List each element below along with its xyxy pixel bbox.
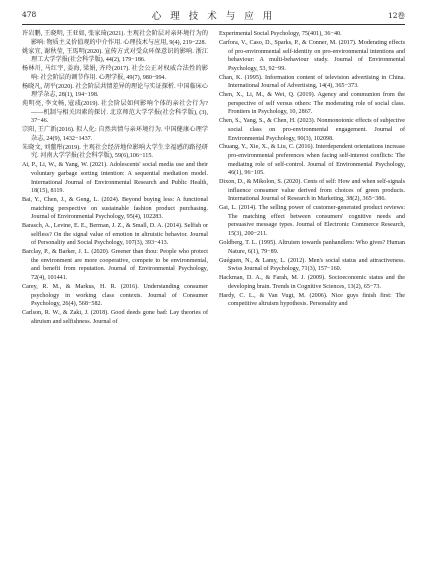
reference-entry: 苑明亮, 李文畅, 寇彧(2019). 社会阶层如何影响个体的亲社会行为?——机制与相关因素的探讨. 北京师范大学学报(社会科学版), (3), 37−46. xyxy=(22,101,208,125)
reference-entry: Dixon, D., & Mikolon, S. (2020). Cents of self: How and when self-signals influence consumer value derived from choices of green products. International Journal of Research in Marketing, 38(2), 365−386. xyxy=(219,179,405,203)
header-rule xyxy=(22,24,405,25)
reference-entry: Carlson, R. W., & Zaki, J. (2018). Good deeds gone bad: Lay theories of altruism and selfishness. Journal of xyxy=(22,310,208,325)
reference-entry: Goldberg, T. L. (1995). Altruism towards panhandlers: Who gives? Human Nature, 6(1), 79−89. xyxy=(219,240,405,255)
reference-entry: Chen, S., Yang, S., & Chen, H. (2023). Nonmonotonic effects of subjective social class on pro-environmental engagement. Journal of Environmental Psychology, 90(3), 102098. xyxy=(219,118,405,142)
reference-entry: Barclay, P., & Barker, J. L. (2020). Greener than thou: People who protect the environment are more cooperative, compete to be environmental, and benefit from reputation. Journal of Environmental Psychology, 72(4), 101441. xyxy=(22,249,208,282)
reference-entry: 朱晓文, 刘鳌彤(2019). 主观社会经济地位影响大学生幸福感的路径研究. 河南大学学报(社会科学版), 59(6),106−115. xyxy=(22,144,208,160)
page-number: 478 xyxy=(22,10,37,19)
reference-column-left xyxy=(22,30,208,327)
reference-entry: Experimental Social Psychology, 75(401), 36−40. xyxy=(219,31,342,37)
reference-entry: 杨晓凡, 胡平(2020). 社会阶层共情差异的理论与实证探析. 中国临床心理学杂志, 28(1), 194−198. xyxy=(22,83,208,99)
reference-entry: Bai, Y., Chen, J., & Geng, L. (2024). Beyond buying less: A functional matching perspective on sustainable fashion product purchasing. Journal of Environmental Psychology, 95(4), 102283. xyxy=(22,197,208,221)
reference-entry: Carey, R. M., & Markus, H. R. (2016). Understanding consumer psychology in working class contexts. Journal of Consumer Psychology, 26(4), 568−582. xyxy=(22,284,208,308)
reference-entry: 杨林川, 马红宇, 姜海, 梁娟, 齐玲(2017). 社会公正对权威合法性的影响: 社会阶层的调节作用. 心理学报, 49(7), 980−994. xyxy=(22,66,208,81)
page-header xyxy=(22,8,405,24)
reference-entry: Chen, X., Li, M., & Wei, Q. (2019). Agency and communion from the perspective of self versus others: The moderating role of social class. Frontiers in Psychology, 10, 2867. xyxy=(219,92,405,116)
reference-entry: Chuang, Y., Xie, X., & Liu, C. (2016). Interdependent orientations increase pro-environmental preferences when facing self-interest conflicts: The mediating role of self-control. Journal of Environmental Psychology, 46(1), 96−105. xyxy=(219,144,405,177)
journal-title: 心 理 技 术 与 应 用 xyxy=(151,11,276,22)
reference-entry: Chan, K. (1995). Information content of television advertising in China. International Journal of Advertising, 14(4), 365−373. xyxy=(219,74,405,90)
reference-entry: Guéguen, N., & Lamy, L. (2012). Men's social status and attractiveness. Swiss Journal of Psychology, 71(3), 157−160. xyxy=(219,257,405,273)
volume-label: 12卷 xyxy=(387,11,405,20)
reference-entry: Carfora, V., Caso, D., Sparks, P., & Conner, M. (2017). Moderating effects of pro-environmental self-identity on pro-environmental intentions and behaviour: A multi-behaviour study. Journal of Environmental Psychology, 53, 92−99. xyxy=(219,39,405,72)
reference-entry: Hardy, C. L., & Van Vugt, M. (2006). Nice guys finish first: The competitive altruism hypothesis. Personality and xyxy=(219,292,405,308)
reference-entry: 宗阳, 王广新(2016). 拟人化: 自然共情与亲环境行为. 中国健康心理学杂志, 24(9), 1432−1437. xyxy=(22,127,208,142)
reference-entry: Ai, P., Li, W., & Yang, W. (2021). Adolescents' social media use and their voluntary garbage sorting intention: A sequential mediation model. International Journal of Environmental Research and Public Health, 18(15), 8119. xyxy=(22,162,208,195)
reference-entry: Barasch, A., Levine, E. E., Berman, J. Z., & Small, D. A. (2014). Selfish or selfless? On the signal value of emotion in altruistic behavior. Journal of Personality and Social Psychology, 107(3), 393−413. xyxy=(22,223,208,247)
reference-entry: Gai, L. (2014). The selling power of customer-generated product reviews: The matching effect between consumers' cognitive needs and persuasive message types. Journal of Electronic Commerce Research, 15(3), 200−211. xyxy=(219,205,405,238)
reference-entry: 许岩鹏, 王晓明, 王亚如, 张家琦(2021). 主观社会阶层对亲环境行为的影响: 物质主义价值观的中介作用. 心理技术与应用, 9(4), 219−228. xyxy=(22,31,208,46)
reference-column-right xyxy=(219,30,405,309)
reference-entry: Hackman, D. A., & Farah, M. J. (2009). Socioeconomic status and the developing brain. Trends in Cognitive Sciences, 13(2), 65−73. xyxy=(219,275,405,290)
reference-entry: 姚家宜, 谢秋莹, 王馬明(2020). 宣传方式对受众环保意识的影响. 浙江理工大学学报(社会科学版), 44(2), 179−186. xyxy=(22,48,208,64)
